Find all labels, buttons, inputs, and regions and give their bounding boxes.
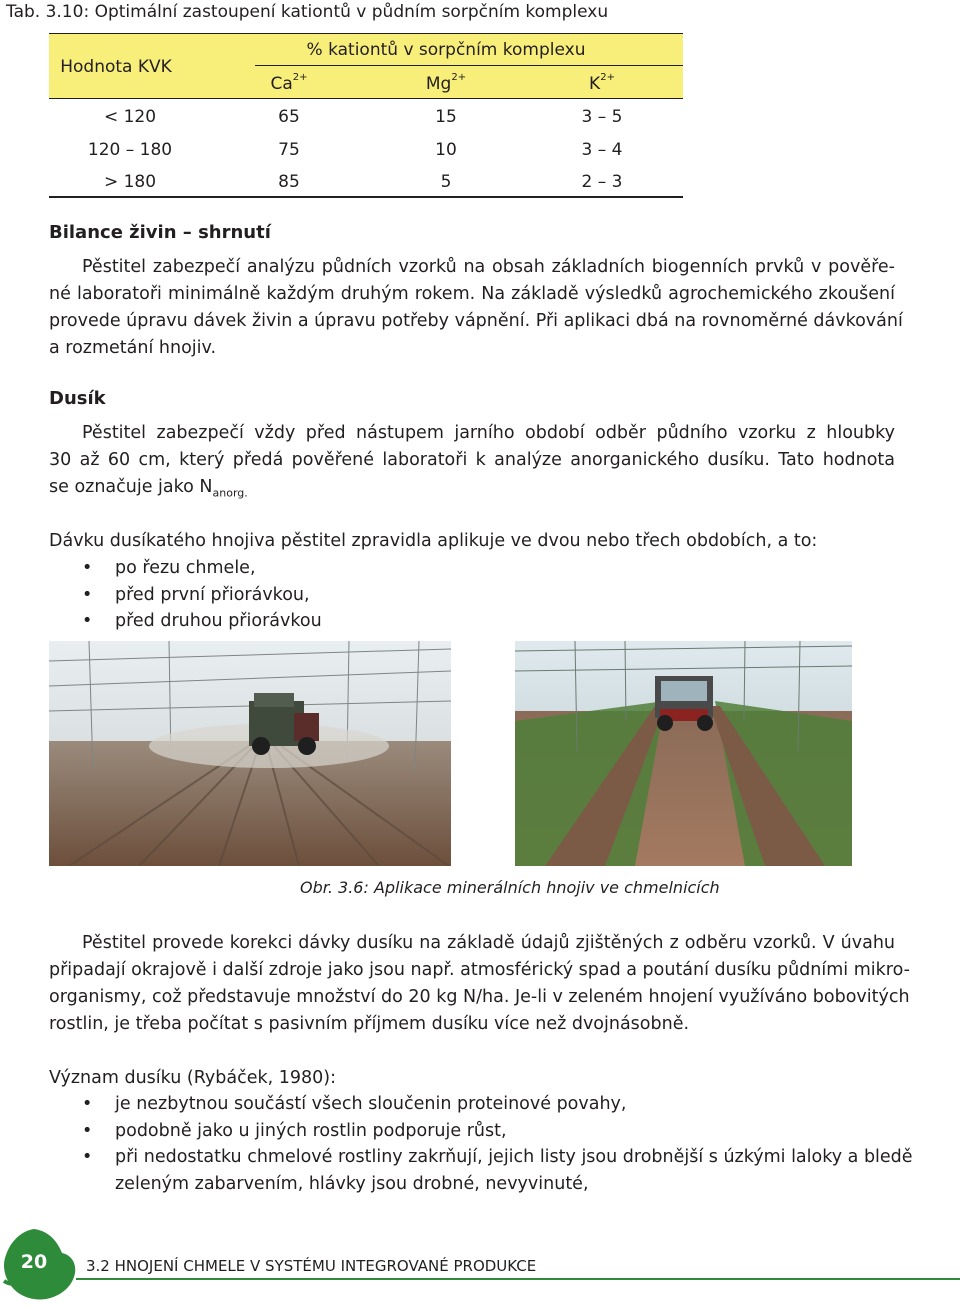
table-cell: 75 (278, 140, 300, 160)
table-bottom-rule (49, 196, 683, 198)
kvk-table (49, 33, 683, 197)
page-number: 20 (20, 1251, 48, 1273)
paragraph-dusik (49, 420, 895, 507)
text-line: Dávku dusíkatého hnojiva pěstitel zpravidla aplikuje ve dvou nebo třech obdobích, a to: (49, 531, 818, 551)
header-divider (255, 65, 683, 66)
text-line: se označuje jako $N_{anorg.}$ (49, 477, 248, 500)
text-line: né laboratoři minimálně každým druhým rokem. Na základě výsledků agrochemického zkoušení (49, 284, 895, 304)
periods-list (49, 555, 322, 635)
list-item-continuation: zeleným zabarvením, hlávky jsou drobné, nevyvinuté, (115, 1173, 589, 1194)
text-line: a rozmetání hnojiv. (49, 338, 217, 358)
table-cell: 3 – 5 (581, 107, 623, 127)
figure-caption: Obr. 3.6: Aplikace minerálních hnojiv ve chmelnicích (300, 878, 720, 897)
list-item: • je nezbytnou součástí všech sloučenin proteinové povahy, (49, 1091, 895, 1118)
table-cell: 10 (435, 140, 457, 160)
list-item: • před první přiorávkou, (49, 582, 322, 609)
text-line: 30 až 60 cm, který předá pověřené laboratoři k analýze anorganického dusíku. Tato hodnota (49, 450, 895, 470)
vyznam-list (49, 1091, 913, 1197)
tractor-spreading-fertilizer-photo (49, 641, 451, 866)
table-cell: 85 (278, 172, 300, 192)
table-cell: < 120 (103, 107, 157, 127)
table-cell: > 180 (103, 172, 157, 192)
bullet: • (82, 1120, 93, 1141)
text-line: Pěstitel provede korekci dávky dusíku na základě údajů zjištěných z odběru vzorků. V úvahu (82, 933, 895, 953)
subscript: anorg. (212, 486, 248, 500)
section-heading-dusik: Dusík (49, 388, 106, 409)
table-caption: Tab. 3.10: Optimální zastoupení kationtů v půdním sorpčním komplexu (6, 2, 609, 22)
table-cell: 5 (440, 172, 452, 192)
paragraph-vyznam (49, 1065, 895, 1092)
text-line: organismy, což představuje množství do 20 kg N/ha. Je-li v zeleném hnojení využíváno bobovitých (49, 987, 910, 1007)
list-item: • před druhou přiorávkou (49, 608, 322, 635)
footer-rule (76, 1278, 960, 1280)
bullet: • (82, 558, 93, 578)
group-header: % kationtů v sorpčním komplexu (306, 40, 586, 60)
row-header: Hodnota KVK (60, 57, 172, 77)
col-header-k: $K^{2+}$ (589, 72, 615, 94)
table-cell: 65 (278, 107, 300, 127)
section-heading-bilance: Bilance živin – shrnutí (49, 222, 271, 243)
text-line: provede úpravu dávek živin a úpravu potřeby vápnění. Při aplikaci dbá na rovnoměrné dávkování (49, 311, 903, 331)
bullet: • (82, 1094, 93, 1114)
bullet: • (82, 611, 93, 631)
table-cell: 3 – 4 (581, 140, 623, 160)
text-line: připadají okrajově i další zdroje jako jsou např. atmosférický spad a poutání dusíku půdními mikro- (49, 960, 910, 980)
text-line: rostlin, je třeba počítat s pasivním příjmem dusíku více než dvojnásobně. (49, 1014, 690, 1034)
table-cell: 15 (435, 107, 457, 127)
paragraph-bilance (49, 254, 903, 362)
tractor-in-young-hop-rows-photo (515, 641, 852, 866)
col-header-mg: $Mg^{2+}$ (425, 72, 467, 94)
text-line: Pěstitel zabezpečí vždy před nástupem jarního období odběr půdního vzorku z hloubky (82, 423, 895, 443)
paragraph-korekce (49, 930, 910, 1038)
bullet: • (82, 1147, 93, 1167)
list-item: • po řezu chmele, (49, 555, 322, 582)
paragraph-davka (49, 528, 895, 555)
footer-section-title: 3.2 HNOJENÍ CHMELE V SYSTÉMU INTEGROVANÉ PRODUKCE (86, 1257, 537, 1275)
table-cell: 120 – 180 (87, 140, 173, 160)
list-item: • při nedostatku chmelové rostliny zakrňují, jejich listy jsou drobnější s úzkými laloky a bledě (49, 1144, 895, 1171)
text-line: Pěstitel zabezpečí analýzu půdních vzorků na obsah základních biogenních prvků v pověře- (82, 257, 895, 277)
list-item: • podobně jako u jiných rostlin podporuje růst, (49, 1118, 895, 1145)
text-line: Význam dusíku (Rybáček, 1980): (49, 1068, 337, 1088)
col-header-ca: $Ca^{2+}$ (270, 72, 308, 94)
table-cell: 2 – 3 (581, 172, 623, 192)
bullet: • (82, 584, 93, 605)
